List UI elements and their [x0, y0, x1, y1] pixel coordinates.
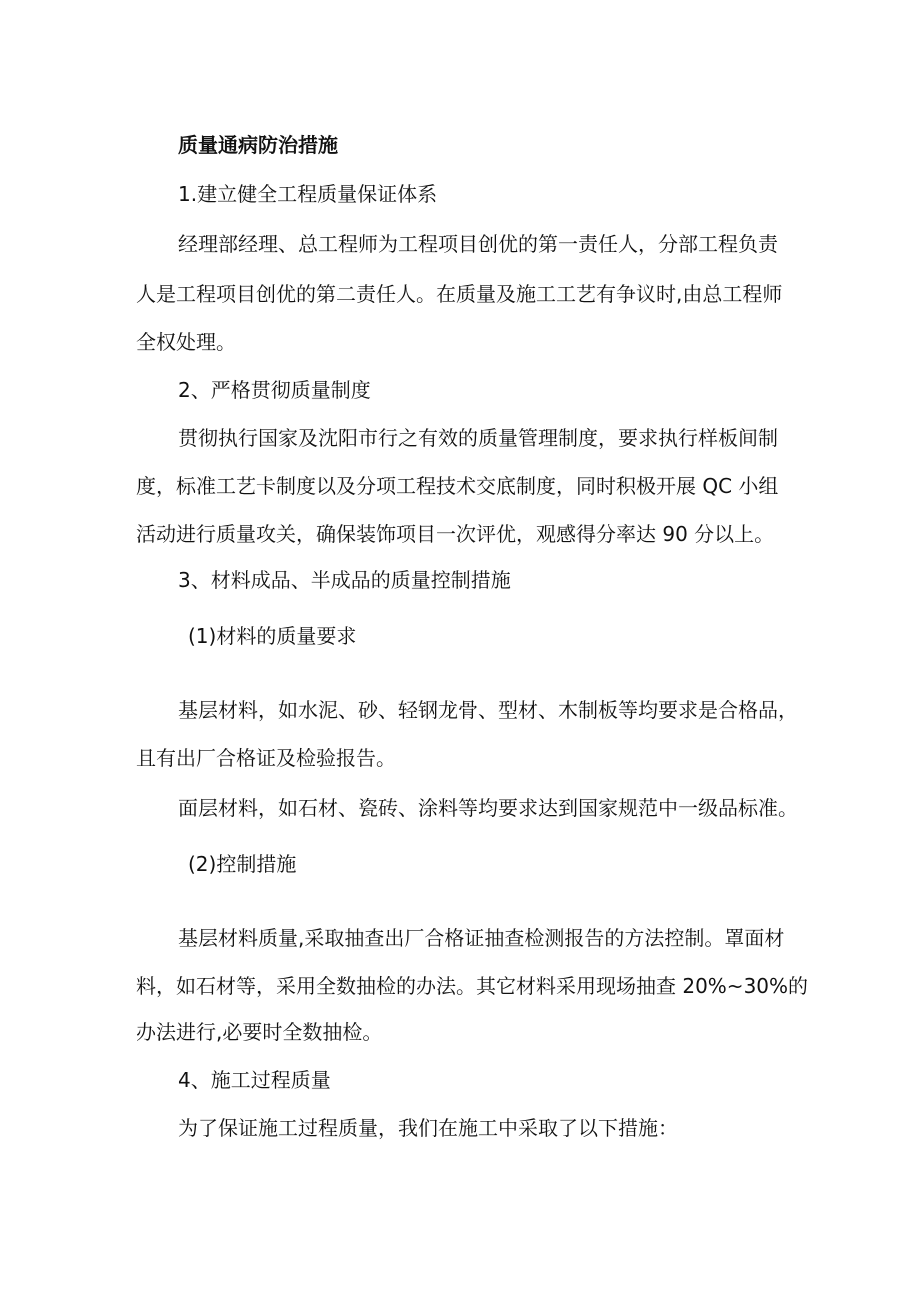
subheading-2: (2)控制措施	[188, 852, 297, 876]
paragraph-line: 料，如石材等，采用全数抽检的办法。其它材料采用现场抽查 20%~30%的	[136, 974, 809, 998]
paragraph-line: 为了保证施工过程质量，我们在施工中采取了以下措施：	[178, 1116, 678, 1140]
paragraph-line: 活动进行质量攻关，确保装饰项目一次评优，观感得分率达 90 分以上。	[136, 522, 775, 546]
document-title: 质量通病防治措施	[178, 133, 338, 157]
heading-4: 4、施工过程质量	[178, 1068, 331, 1092]
paragraph-line: 办法进行,必要时全数抽检。	[136, 1020, 383, 1044]
paragraph-line: 且有出厂合格证及检验报告。	[136, 746, 396, 770]
paragraph-line: 人是工程项目创优的第二责任人。在质量及施工工艺有争议时,由总工程师	[136, 282, 783, 306]
paragraph-line: 度，标准工艺卡制度以及分项工程技术交底制度，同时积极开展 QC 小组	[136, 474, 779, 498]
paragraph-line: 基层材料质量,采取抽查出厂合格证抽查检测报告的方法控制。罩面材	[178, 926, 785, 950]
paragraph-line: 基层材料，如水泥、砂、轻钢龙骨、型材、木制板等均要求是合格品，	[178, 698, 798, 722]
heading-1: 1.建立健全工程质量保证体系	[178, 182, 438, 206]
paragraph-line: 全权处理。	[136, 330, 236, 354]
paragraph-line: 贯彻执行国家及沈阳市行之有效的质量管理制度，要求执行样板间制	[178, 426, 778, 450]
paragraph-line: 经理部经理、总工程师为工程项目创优的第一责任人，分部工程负责	[178, 232, 778, 256]
paragraph-line: 面层材料，如石材、瓷砖、涂料等均要求达到国家规范中一级品标准。	[178, 796, 798, 820]
heading-2: 2、严格贯彻质量制度	[178, 378, 371, 402]
heading-3: 3、材料成品、半成品的质量控制措施	[178, 568, 511, 592]
subheading-1: (1)材料的质量要求	[188, 624, 357, 648]
